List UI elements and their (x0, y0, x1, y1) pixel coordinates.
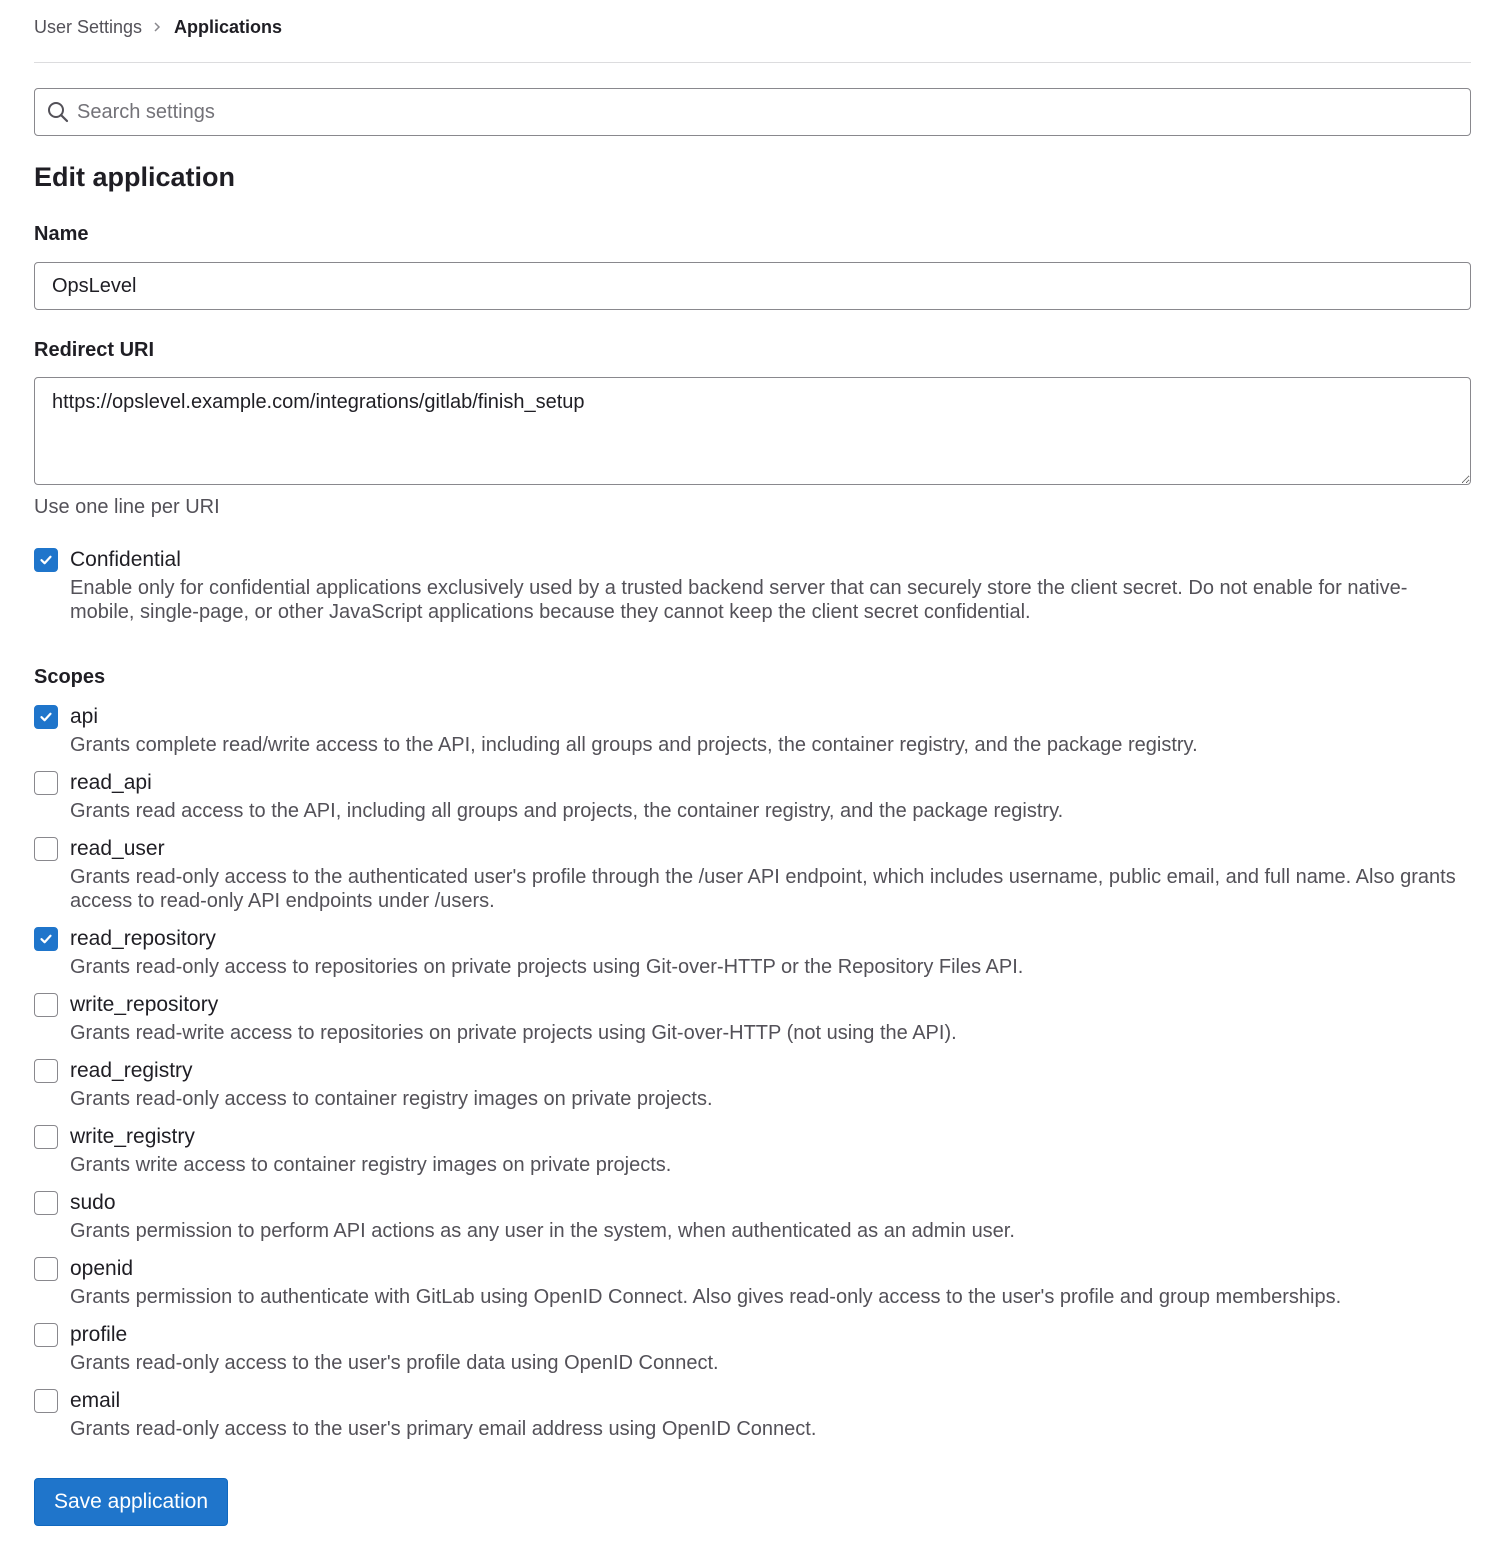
chevron-right-icon (152, 21, 162, 33)
breadcrumb-user-settings[interactable]: User Settings (34, 16, 143, 37)
search-icon (47, 101, 69, 123)
scope-label: sudo (70, 1191, 116, 1214)
scope-label: read_registry (70, 1059, 193, 1082)
scope-checkbox-write-registry[interactable] (34, 1125, 58, 1149)
scope-checkbox-openid[interactable] (34, 1257, 58, 1281)
redirect-uri-textarea[interactable] (34, 377, 1471, 485)
scope-label: read_repository (70, 927, 216, 950)
scope-label: write_registry (70, 1125, 195, 1148)
scope-description: Grants read-only access to the user's primary email address using OpenID Connect. (70, 1418, 817, 1440)
save-application-button[interactable]: Save application (34, 1478, 228, 1526)
scopes-label: Scopes (34, 666, 106, 688)
scope-description: Grants read-only access to container registry images on private projects. (70, 1088, 713, 1110)
scope-description: Grants read access to the API, including all groups and projects, the container registry, and the package registry. (70, 800, 1064, 822)
scope-checkbox-read-user[interactable] (34, 837, 58, 861)
search-input[interactable] (77, 101, 1437, 124)
scope-label: profile (70, 1323, 128, 1346)
check-icon (39, 710, 53, 724)
scope-description: Grants read-only access to the authenticated user's profile through the /user API endpoint, which includes username, public email, and full name. Also grants access to read-only API endpoints under /users. (70, 866, 1456, 912)
scope-checkbox-read-api[interactable] (34, 771, 58, 795)
scope-checkbox-profile[interactable] (34, 1323, 58, 1347)
scope-checkbox-api[interactable] (34, 705, 58, 729)
scope-label: read_user (70, 837, 165, 860)
scope-checkbox-read-repository[interactable] (34, 927, 58, 951)
scope-description: Grants read-write access to repositories on private projects using Git-over-HTTP (not using the API). (70, 1022, 957, 1044)
breadcrumb (34, 14, 282, 40)
scope-description: Grants permission to authenticate with GitLab using OpenID Connect. Also gives read-only access to the user's profile and group memberships. (70, 1286, 1342, 1308)
check-icon (39, 553, 53, 567)
check-icon (39, 932, 53, 946)
confidential-description: Enable only for confidential applications exclusively used by a trusted backend server that can securely store the client secret. Do not enable for native-mobile, single-page, or other JavaScript applications because they cannot keep the client secret confidential. (70, 577, 1408, 623)
scope-description: Grants complete read/write access to the API, including all groups and projects, the container registry, and the package registry. (70, 734, 1198, 756)
search-settings-box[interactable] (34, 88, 1471, 136)
header-divider (34, 62, 1471, 63)
scope-label: read_api (70, 771, 152, 794)
scope-checkbox-write-repository[interactable] (34, 993, 58, 1017)
name-input[interactable] (34, 262, 1471, 310)
name-label: Name (34, 223, 89, 245)
scope-checkbox-email[interactable] (34, 1389, 58, 1413)
scope-description: Grants read-only access to repositories on private projects using Git-over-HTTP or the Repository Files API. (70, 956, 1024, 978)
redirect-uri-label: Redirect URI (34, 339, 155, 361)
scope-label: write_repository (70, 993, 219, 1016)
scope-checkbox-read-registry[interactable] (34, 1059, 58, 1083)
scope-description: Grants read-only access to the user's profile data using OpenID Connect. (70, 1352, 719, 1374)
scope-description: Grants permission to perform API actions as any user in the system, when authenticated as an admin user. (70, 1220, 1015, 1242)
scope-label: email (70, 1389, 121, 1412)
scope-checkbox-sudo[interactable] (34, 1191, 58, 1215)
page-title: Edit application (34, 162, 236, 192)
breadcrumb-applications: Applications (174, 16, 283, 37)
confidential-label: Confidential (70, 548, 181, 571)
scope-label: openid (70, 1257, 134, 1280)
scope-label: api (70, 705, 99, 728)
scope-description: Grants write access to container registry images on private projects. (70, 1154, 672, 1176)
redirect-uri-help: Use one line per URI (34, 496, 220, 518)
confidential-checkbox[interactable] (34, 548, 58, 572)
